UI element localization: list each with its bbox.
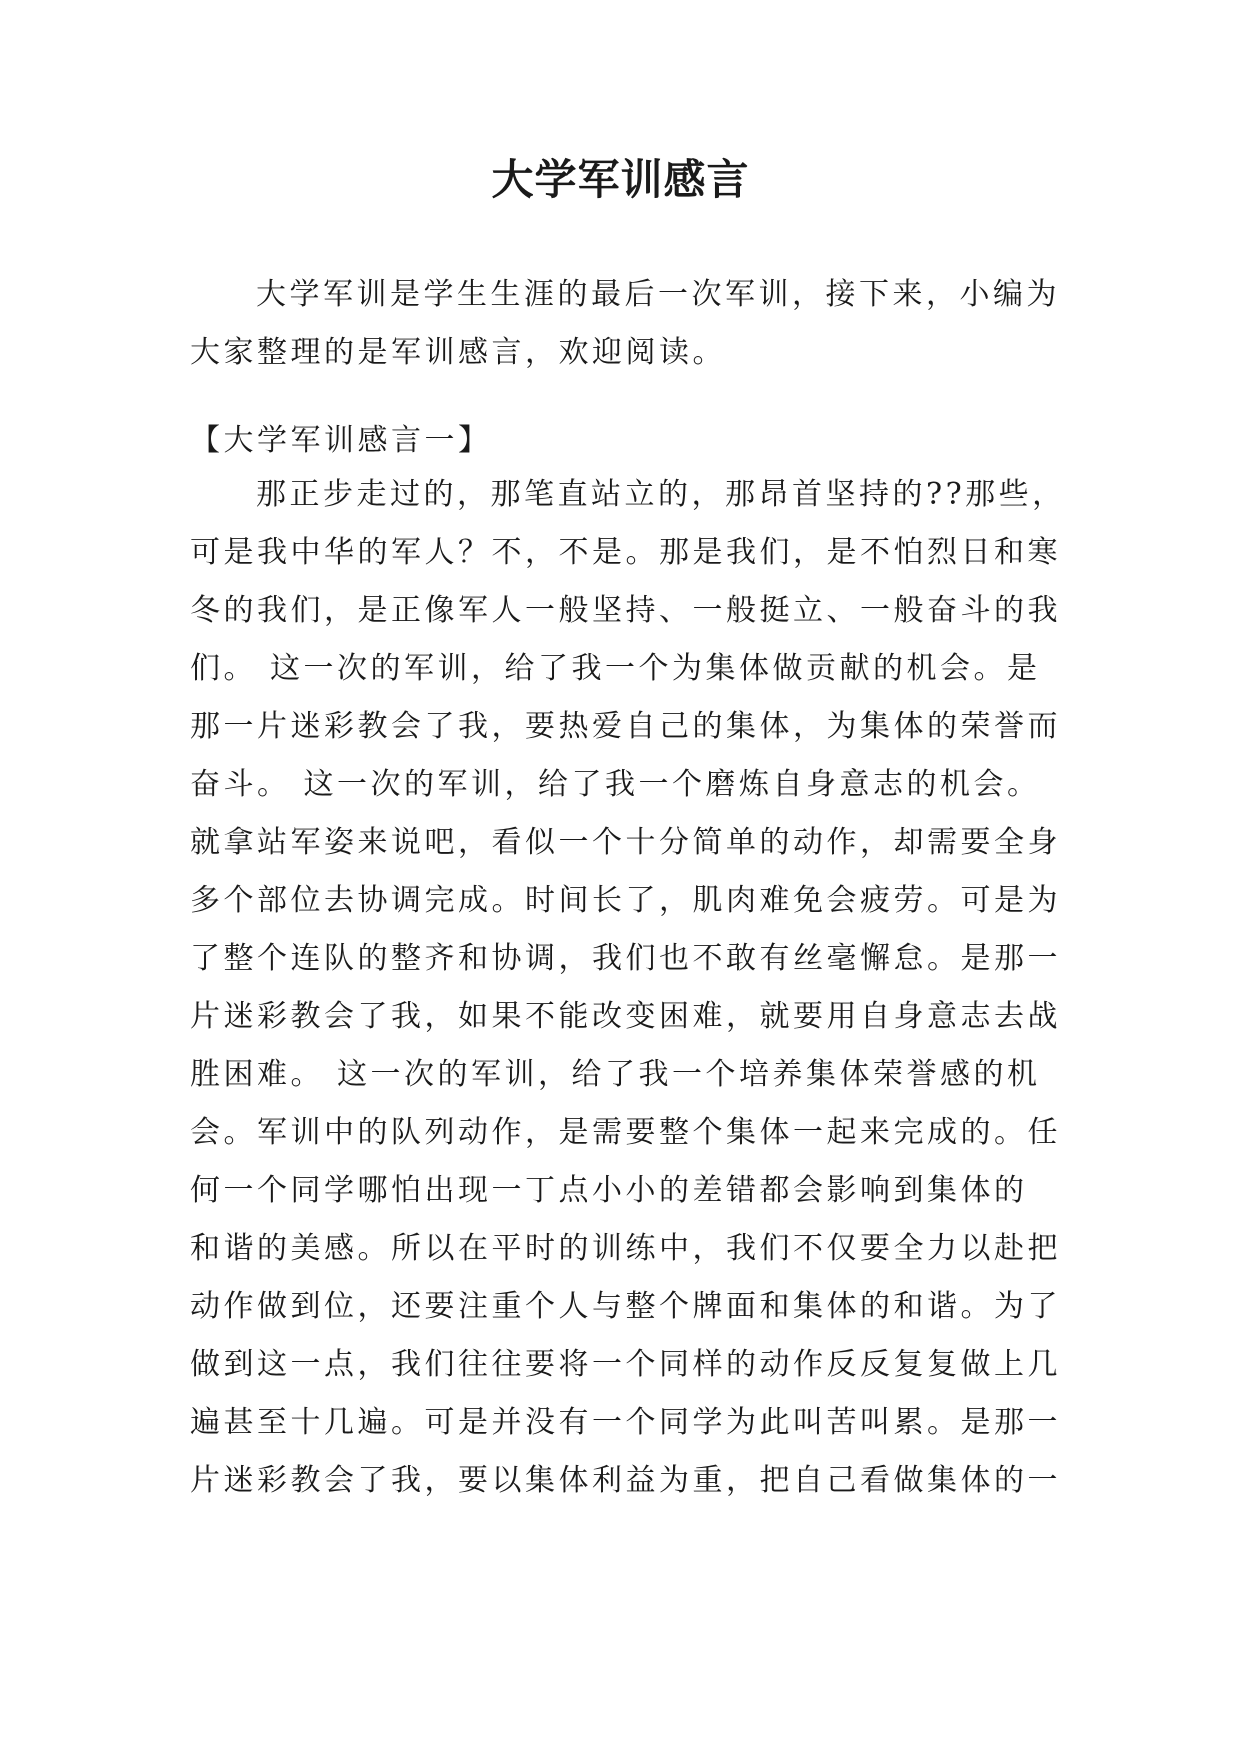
body-line: 了整个连队的整齐和协调，我们也不敢有丝毫懈怠。是那一 (190, 941, 1061, 976)
body-line: 可是我中华的军人？不，不是。那是我们，是不怕烈日和寒 (190, 535, 1061, 570)
intro-paragraph (190, 266, 1060, 382)
intro-line: 大学军训是学生生涯的最后一次军训，接下来，小编为 (256, 277, 1060, 312)
body-line: 片迷彩教会了我，要以集体利益为重，把自己看做集体的一 (190, 1463, 1061, 1498)
page-title: 大学军训感言 (491, 155, 750, 204)
body-paragraph (190, 466, 1066, 1510)
body-line: 和谐的美感。所以在平时的训练中，我们不仅要全力以赴把 (190, 1231, 1061, 1266)
body-line: 就拿站军姿来说吧，看似一个十分简单的动作，却需要全身 (190, 825, 1061, 860)
body-line: 做到这一点，我们往往要将一个同样的动作反反复复做上几 (190, 1347, 1061, 1382)
body-line: 何一个同学哪怕出现一丁点小小的差错都会影响到集体的 (190, 1173, 1028, 1208)
body-line: 们。 这一次的军训，给了我一个为集体做贡献的机会。是 (190, 651, 1041, 686)
section-heading (190, 412, 1060, 470)
body-line: 多个部位去协调完成。时间长了，肌肉难免会疲劳。可是为 (190, 883, 1061, 918)
body-line: 胜困难。 这一次的军训，给了我一个培养集体荣誉感的机 (190, 1057, 1041, 1092)
body-line: 动作做到位，还要注重个人与整个牌面和集体的和谐。为了 (190, 1289, 1061, 1324)
body-line: 遍甚至十几遍。可是并没有一个同学为此叫苦叫累。是那一 (190, 1405, 1061, 1440)
body-line: 奋斗。 这一次的军训，给了我一个磨炼自身意志的机会。 (190, 767, 1041, 802)
body-line: 那正步走过的，那笔直站立的，那昂首坚持的??那些， (256, 477, 1066, 512)
body-line: 那一片迷彩教会了我，要热爱自己的集体，为集体的荣誉而 (190, 709, 1061, 744)
body-line: 冬的我们，是正像军人一般坚持、一般挺立、一般奋斗的我 (190, 593, 1061, 628)
body-line: 片迷彩教会了我，如果不能改变困难，就要用自身意志去战 (190, 999, 1061, 1034)
body-line: 会。军训中的队列动作，是需要整个集体一起来完成的。任 (190, 1115, 1061, 1150)
section-heading-text: 【大学军训感言一】 (190, 423, 492, 458)
intro-line: 大家整理的是军训感言，欢迎阅读。 (190, 335, 726, 370)
